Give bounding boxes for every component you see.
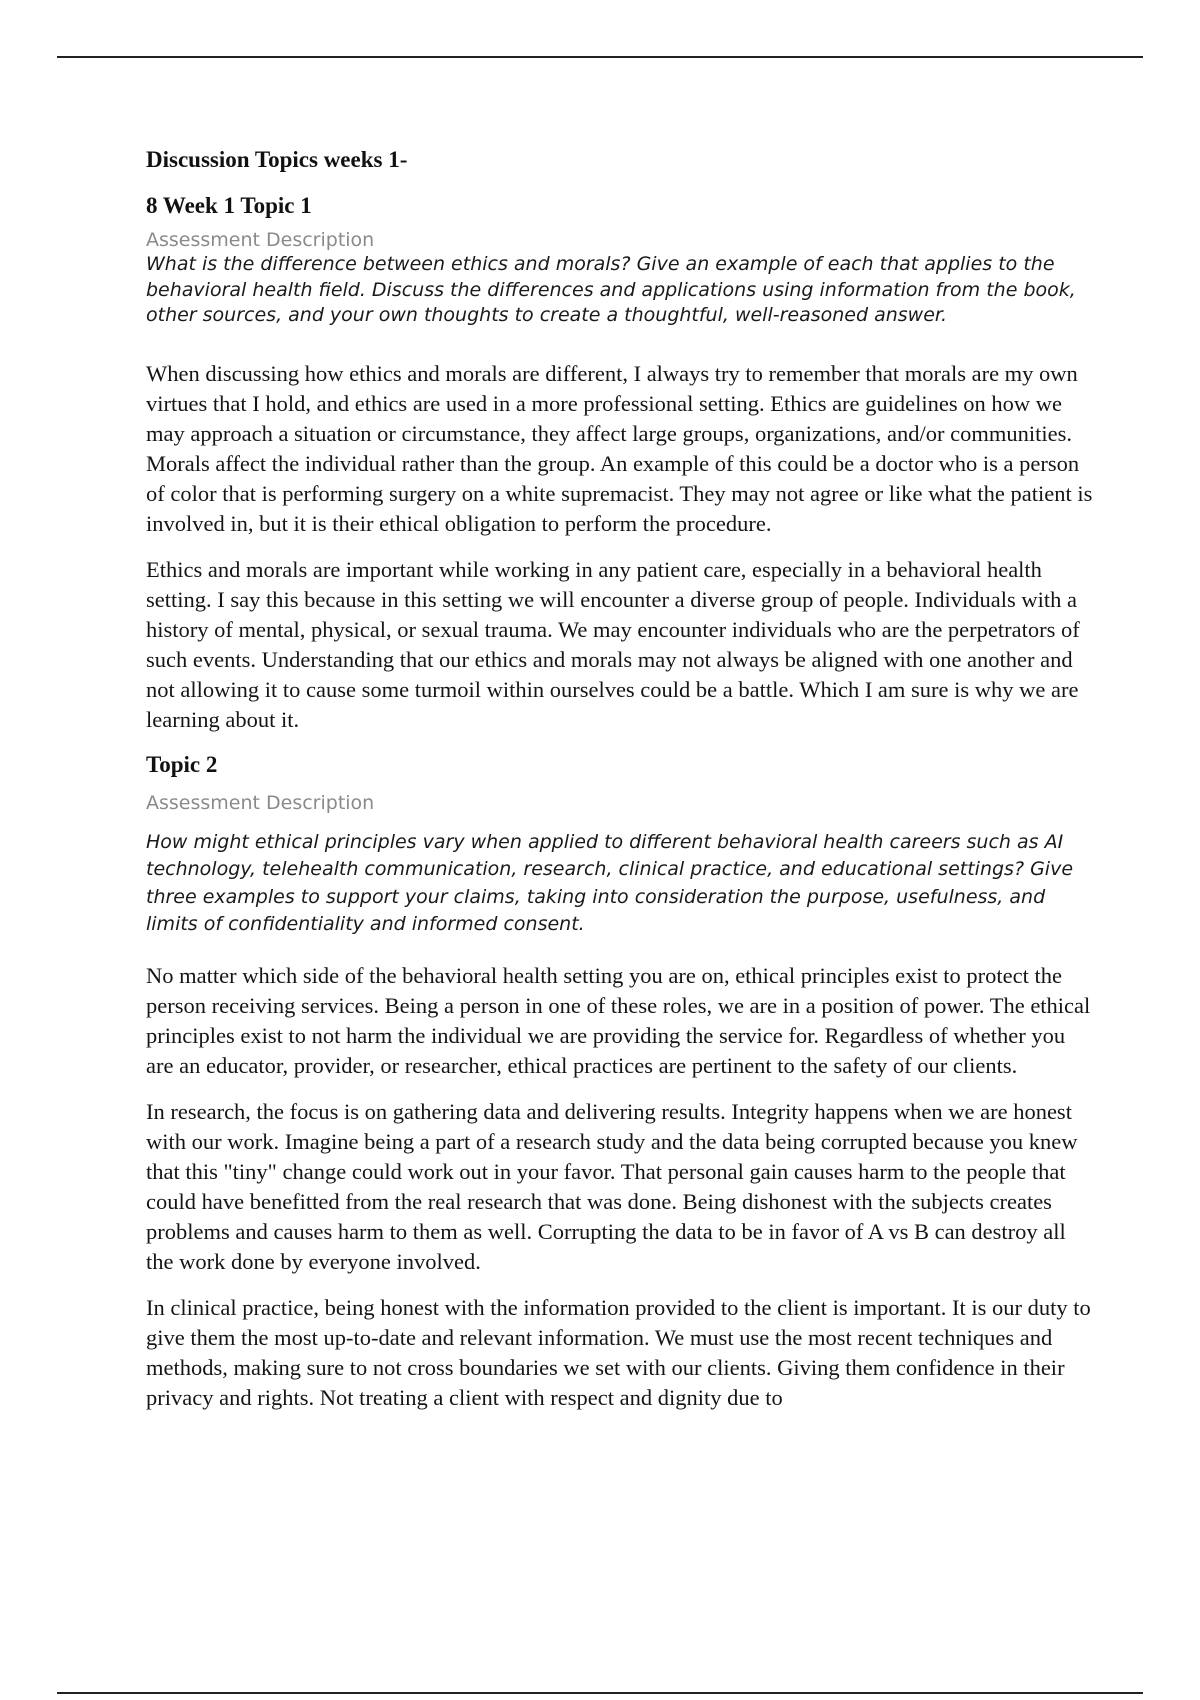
topic1-assessment-label: Assessment Description <box>146 229 375 251</box>
document-body <box>146 146 1096 1429</box>
topic2-assessment-label: Assessment Description <box>146 791 375 814</box>
week1-topic1-heading: 8 Week 1 Topic 1 <box>146 193 312 218</box>
page-top-rule <box>57 56 1143 58</box>
topic2-paragraph-3: In clinical practice, being honest with the information provided to the client is important. It is our duty to give them the most up-to-date and relevant information. We must use the most recent techniques and methods, making sure to not cross boundaries we set with our clients. Giving them confidence in their privacy and rights. Not treating a client with respect and dignity due to <box>146 1294 1091 1410</box>
topic2-paragraph-1: No matter which side of the behavioral health setting you are on, ethical principles exist to protect the person receiving services. Being a person in one of these roles, we are in a position of power. The ethical principles exist to not harm the individual we are providing the service for. Regardless of whether you are an educator, provider, or researcher, ethical practices are pertinent to the safety of our clients. <box>146 962 1091 1078</box>
document-title: Discussion Topics weeks 1- <box>146 147 408 172</box>
topic2-assessment-description: How might ethical principles vary when applied to different behavioral health careers such as AI technology, telehealth communication, research, clinical practice, and educational settings? Give three examples to support your claims, taking into consideration the purpose, usefulness, and limits of confidentiality and informed consent. <box>146 830 1074 935</box>
topic2-paragraph-2: In research, the focus is on gathering data and delivering results. Integrity happens when we are honest with our work. Imagine being a part of a research study and the data being corrupted because you knew that this "tiny" change could work out in your favor. That personal gain causes harm to the people that could have benefitted from the real research that was done. Being dishonest with the subjects creates problems and causes harm to them as well. Corrupting the data to be in favor of A vs B can destroy all the work done by everyone involved. <box>146 1098 1078 1274</box>
topic1-paragraph-2: Ethics and morals are important while working in any patient care, especially in a behavioral health setting. I say this because in this setting we will encounter a diverse group of people. Individuals with a history of mental, physical, or sexual trauma. We may encounter individuals who are the perpetrators of such events. Understanding that our ethics and morals may not always be aligned with one another and not allowing it to cause some turmoil within ourselves could be a battle. Which I am sure is why we are learning about it. <box>146 556 1080 732</box>
topic2-heading: Topic 2 <box>146 751 218 777</box>
page-bottom-rule <box>57 1692 1143 1694</box>
topic1-paragraph-1: When discussing how ethics and morals are different, I always try to remember that morals are my own virtues that I hold, and ethics are used in a more professional setting. Ethics are guidelines on how we may approach a situation or circumstance, they affect large groups, organizations, and/or communities. Morals affect the individual rather than the group. An example of this could be a doctor who is a person of color that is performing surgery on a white supremacist. They may not agree or like what the patient is involved in, but it is their ethical obligation to perform the procedure. <box>146 360 1093 536</box>
topic1-assessment-description: What is the difference between ethics and morals? Give an example of each that applies to the behavioral health field. Discuss the differences and applications using information from the book, other sources, and your own thoughts to create a thoughtful, well-reasoned answer. <box>146 253 1076 326</box>
